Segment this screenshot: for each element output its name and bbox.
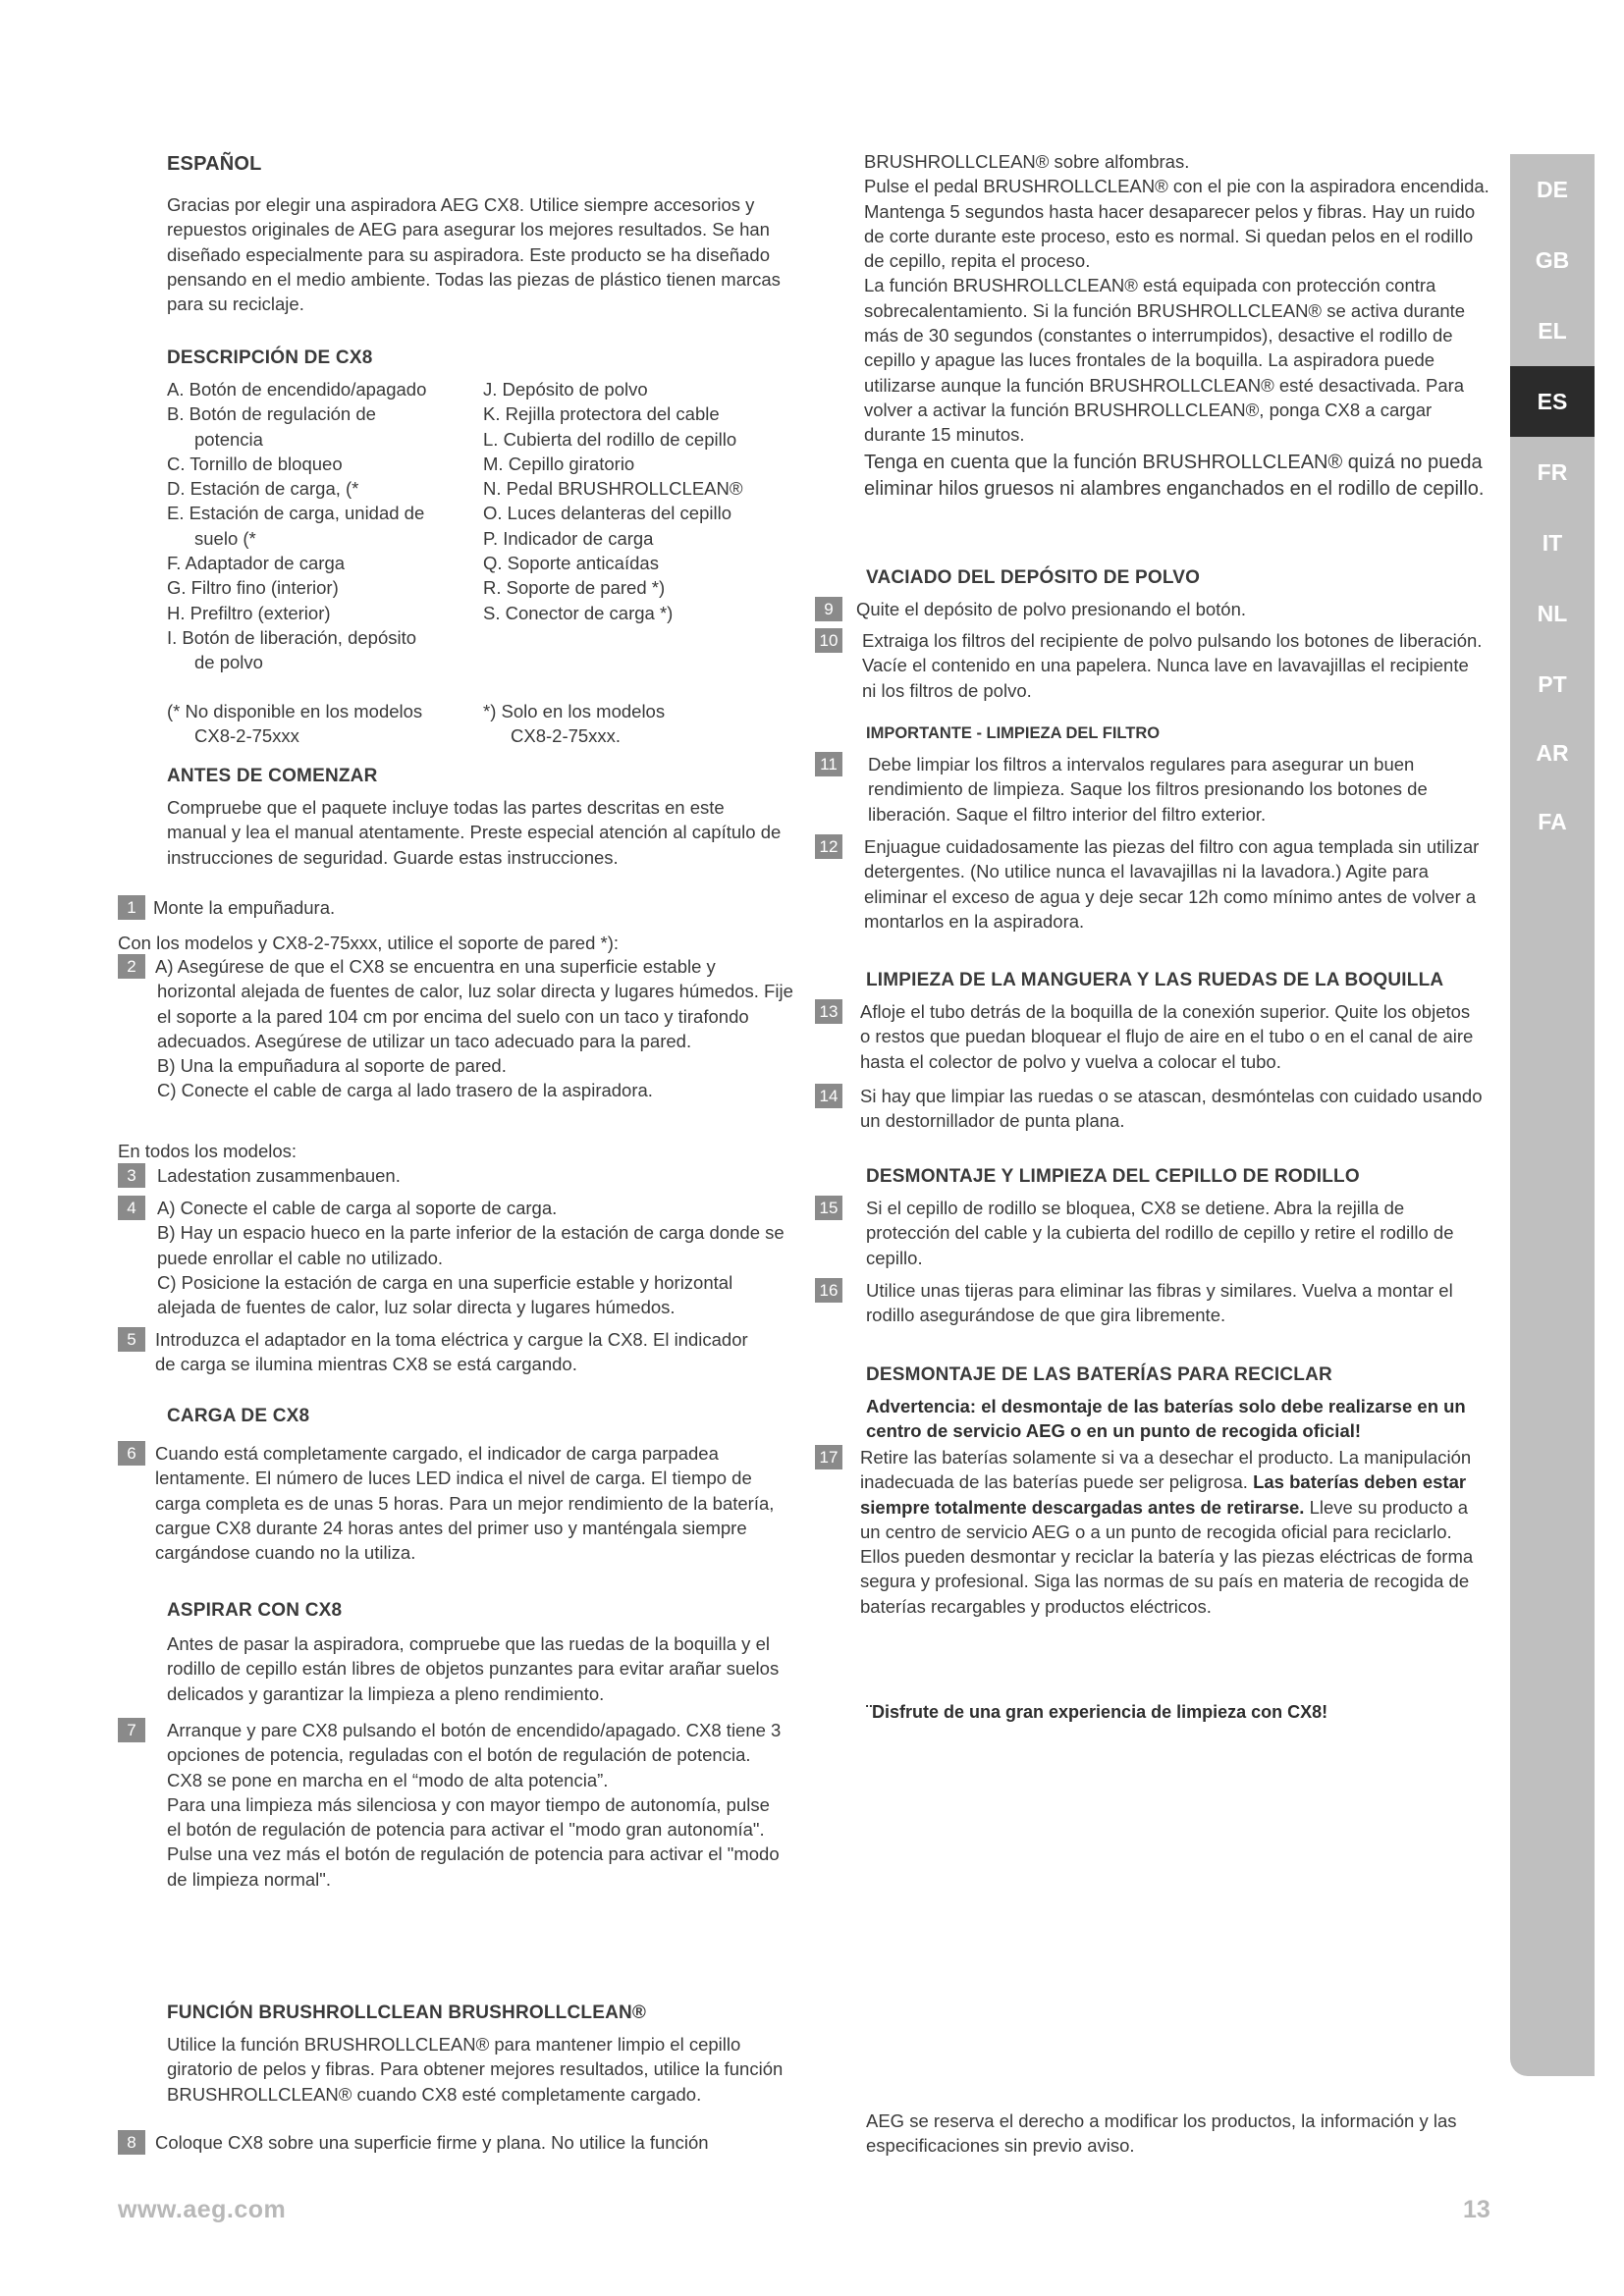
- part-b: B. Botón de regulación de: [167, 403, 376, 425]
- battery-warning: Advertencia: el desmontaje de las baterías solo debe realizarse en un centro de servicio AEG o en un punto de recogida oficial!: [866, 1396, 1466, 1442]
- note-left: [167, 699, 471, 749]
- step-number: 13: [815, 999, 842, 1024]
- vac-paragraph: Antes de pasar la aspiradora, compruebe que las ruedas de la boquilla y el rodillo de cepillo están libres de objetos punzantes para evitar arañar suelos delicados y garantizar la limpieza a pleno rendimiento.: [167, 1633, 780, 1704]
- part-n: N. Pedal BRUSHROLLCLEAN®: [483, 478, 743, 500]
- step-1: [118, 895, 795, 920]
- battery-heading: DESMONTAJE DE LAS BATERÍAS PARA RECICLAR: [866, 1364, 1332, 1385]
- footer-url[interactable]: www.aeg.com: [118, 2196, 287, 2223]
- page-number: 13: [1463, 2196, 1490, 2223]
- step-number: 7: [118, 1718, 145, 1742]
- cont-paragraph-2: Pulse el pedal BRUSHROLLCLEAN® con el pie con la aspiradora encendida. Mantenga 5 segundos hasta hacer desaparecer pelos y fibras. Hay un ruido de corte durante este proceso, esto es normal. Si quedan pelos en el rodillo de cepillo, repita el proceso.: [864, 176, 1489, 272]
- step-13: [815, 999, 1483, 1074]
- desc-heading: DESCRIPCIÓN DE CX8: [167, 347, 373, 368]
- part-c: C. Tornillo de bloqueo: [167, 453, 343, 474]
- step-3: [118, 1163, 795, 1188]
- tab-it[interactable]: IT: [1542, 530, 1563, 556]
- step-text: Enjuague cuidadosamente las piezas del filtro con agua templada sin utilizar detergentes. (No utilice nunca el lavavajillas ni la lavadora.) Agite para eliminar el exceso de agua y deje secar 12h como mínimo antes de volver a montarlos en la aspiradora.: [864, 836, 1480, 932]
- step-4c: C) Posicione la estación de carga en una superficie estable y horizontal alejada de fuentes de calor, luz solar directa y lugares húmedos.: [157, 1271, 733, 1318]
- part-e-cont: suelo (*: [194, 527, 256, 549]
- parts-list-right: [483, 377, 787, 625]
- step-text: Utilice unas tijeras para eliminar las fibras y similares. Vuelva a montar el rodillo asegurándose de que gira libremente.: [866, 1280, 1453, 1326]
- step-17-text-a: Retire las baterías solamente si va a desechar el producto. La manipulación inadecuada de las baterías puede ser peligrosa.: [860, 1447, 1472, 1493]
- step-4b: B) Hay un espacio hueco en la parte inferior de la estación de carga donde se puede enrollar el cable no utilizado.: [157, 1222, 785, 1268]
- note-right: [483, 699, 787, 749]
- step-text: Afloje el tubo detrás de la boquilla de la conexión superior. Quite los objetos o restos que puedan bloquear el flujo de aire en el tubo o en el canal de aire hasta el colector de polvo y vuelva a colocar el tubo.: [860, 1001, 1474, 1072]
- step-17-text-c: Lleve su producto a un centro de servicio AEG o a un punto de recogida oficial para reciclarlo. Ellos pueden desmontar y reciclar la batería y las piezas eléctricas de forma segura y profesional. Siga las normas de su país en materia de recogida de baterías recargables y productos eléctricos.: [860, 1496, 1474, 1617]
- part-a: A. Botón de encendido/apagado: [167, 379, 427, 400]
- step-text: Monte la empuñadura.: [153, 897, 336, 918]
- part-j: J. Depósito de polvo: [483, 379, 648, 400]
- part-f: F. Adaptador de carga: [167, 553, 346, 574]
- brush-heading: FUNCIÓN BRUSHROLLCLEAN BRUSHROLLCLEAN®: [167, 2002, 647, 2023]
- step-4: [118, 1196, 795, 1319]
- step-7: [118, 1718, 785, 1892]
- part-g: G. Filtro fino (interior): [167, 577, 339, 599]
- hose-heading: LIMPIEZA DE LA MANGUERA Y LAS RUEDAS DE LA BOQUILLA: [866, 970, 1444, 990]
- part-l: L. Cubierta del rodillo de cepillo: [483, 428, 737, 450]
- brush-paragraph: Utilice la función BRUSHROLLCLEAN® para mantener limpio el cepillo giratorio de pelos y fibras. Para obtener mejores resultados, utilice la función BRUSHROLLCLEAN® cuando CX8 esté completamente cargado.: [167, 2034, 784, 2105]
- step-number: 16: [815, 1278, 842, 1303]
- part-b-cont: potencia: [194, 428, 263, 450]
- step-16: [815, 1278, 1483, 1328]
- step-number: 15: [815, 1196, 842, 1220]
- part-p: P. Indicador de carga: [483, 527, 654, 549]
- tab-nl[interactable]: NL: [1537, 601, 1568, 626]
- step-number: 8: [118, 2130, 145, 2155]
- step-text: Extraiga los filtros del recipiente de polvo pulsando los botones de liberación. Vacíe el contenido en una papelera. Nunca lave en lavavajillas el recipiente ni los filtros de polvo.: [862, 630, 1483, 701]
- step-number: 6: [118, 1441, 145, 1466]
- step-number: 1: [118, 895, 145, 920]
- note-right-line1: *) Solo en los modelos: [483, 701, 666, 721]
- part-e: E. Estación de carga, unidad de: [167, 503, 425, 524]
- step-number: 2: [118, 954, 145, 979]
- step-text: Si hay que limpiar las ruedas o se atascan, desmóntelas con cuidado usando un destornillador de punta plana.: [860, 1086, 1483, 1132]
- enjoy-line: ¨Disfrute de una gran experiencia de limpieza con CX8!: [866, 1702, 1328, 1722]
- step-text: Introduzca el adaptador en la toma eléctrica y cargue la CX8. El indicador de carga se ilumina mientras CX8 se está cargando.: [155, 1329, 748, 1375]
- step-number: 4: [118, 1196, 145, 1220]
- step-7c: Para una limpieza más silenciosa y con mayor tiempo de autonomía, pulse el botón de regulación de potencia para activar el "modo gran autonomía".: [167, 1793, 770, 1841]
- part-h: H. Prefiltro (exterior): [167, 602, 331, 623]
- step-8: [118, 2130, 795, 2155]
- step-2: [118, 954, 795, 1103]
- roller-heading: DESMONTAJE Y LIMPIEZA DEL CEPILLO DE RODILLO: [866, 1166, 1360, 1187]
- disclaimer: AEG se reserva el derecho a modificar los productos, la información y las especificaciones sin previo aviso.: [866, 2110, 1457, 2157]
- step-17: [815, 1445, 1492, 1619]
- step-7d: Pulse una vez más el botón de regulación de potencia para activar el "modo de limpieza normal".: [167, 1843, 780, 1890]
- step-11: [815, 752, 1483, 827]
- cont-paragraph-4: Tenga en cuenta que la función BRUSHROLLCLEAN® quizá no pueda eliminar hilos gruesos ni alambres enganchados en el rodillo de cepillo.: [864, 451, 1485, 500]
- step-number: 9: [815, 597, 842, 621]
- parts-list-left: [167, 377, 471, 675]
- tab-es[interactable]: ES: [1510, 366, 1595, 437]
- tab-pt[interactable]: PT: [1538, 671, 1567, 697]
- vac-heading: ASPIRAR CON CX8: [167, 1600, 343, 1621]
- step-number: 5: [118, 1327, 145, 1352]
- step-2b: B) Una la empuñadura al soporte de pared.: [157, 1055, 507, 1077]
- empty-heading: VACIADO DEL DEPÓSITO DE POLVO: [866, 567, 1201, 588]
- brushroll-continued: [864, 149, 1492, 503]
- note-right-line2: CX8-2-75xxx.: [511, 725, 622, 747]
- step-number: 12: [815, 834, 842, 859]
- note-left-line2: CX8-2-75xxx: [194, 725, 299, 747]
- cont-paragraph-3: La función BRUSHROLLCLEAN® está equipada con protección contra sobrecalentamiento. Si la función BRUSHROLLCLEAN® se activa durante más de 30 segundos (constantes o interrumpidos), desactive el rodillo de cepillo y apague las luces frontales de la boquilla. La aspiradora puede utilizarse aunque la función BRUSHROLLCLEAN® esté desactivada. Para volver a activar la función BRUSHROLLCLEAN®, ponga CX8 a cargar durante 15 minutos.: [864, 275, 1466, 446]
- part-i-cont: de polvo: [194, 652, 263, 673]
- step-2a: A) Asegúrese de que el CX8 se encuentra en una superficie estable y horizontal alejada de fuentes de calor, luz solar directa y lugares húmedos. Fije el soporte a la pared 104 cm por encima del suelo con un taco y tirafondo adecuados. Asegúrese de utilizar un taco adecuado para la pared.: [155, 956, 793, 1051]
- part-m: M. Cepillo giratorio: [483, 453, 635, 474]
- step-text: Quite el depósito de polvo presionando el botón.: [856, 599, 1247, 619]
- step-text: Coloque CX8 sobre una superficie firme y plana. No utilice la función: [155, 2132, 709, 2153]
- tab-gb[interactable]: GB: [1535, 247, 1570, 273]
- step-5: [118, 1327, 766, 1377]
- step-15: [815, 1196, 1483, 1270]
- part-q: Q. Soporte anticaídas: [483, 553, 659, 574]
- step-6: [118, 1441, 785, 1565]
- step-text: Debe limpiar los filtros a intervalos regulares para asegurar un buen rendimiento de limpieza. Saque los filtros presionando los botones de liberación. Saque el filtro interior del filtro exterior.: [868, 754, 1428, 825]
- before-paragraph: Compruebe que el paquete incluye todas las partes descritas en este manual y lea el manual atentamente. Preste especial atención al capítulo de instrucciones de seguridad. Guarde estas instrucciones.: [167, 797, 782, 868]
- step-10: [815, 628, 1483, 703]
- step-number: 17: [815, 1445, 842, 1469]
- tab-de[interactable]: DE: [1537, 177, 1568, 202]
- language-tabs: [1510, 154, 1595, 2076]
- before-heading: ANTES DE COMENZAR: [167, 766, 378, 786]
- part-d: D. Estación de carga, (*: [167, 478, 359, 500]
- step-number: 11: [815, 752, 842, 776]
- step-number: 14: [815, 1084, 842, 1108]
- note-left-line1: (* No disponible en los modelos: [167, 701, 423, 721]
- step-7a: Arranque y pare CX8 pulsando el botón de encendido/apagado. CX8 tiene 3 opciones de potencia, reguladas con el botón de regulación de potencia.: [167, 1720, 782, 1766]
- part-i: I. Botón de liberación, depósito: [167, 626, 417, 648]
- tab-fr[interactable]: FR: [1537, 459, 1568, 485]
- step-17-text-b: Las baterías deben estar siempre totalmente descargadas antes de retirarse.: [860, 1471, 1467, 1518]
- all-models-line: En todos los modelos:: [118, 1141, 298, 1161]
- step-4a: A) Conecte el cable de carga al soporte de carga.: [157, 1198, 558, 1218]
- step-text: Ladestation zusammenbauen.: [157, 1165, 401, 1186]
- intro-paragraph: Gracias por elegir una aspiradora AEG CX8. Utilice siempre accesorios y repuestos originales de AEG para asegurar los mejores resultados. Se han diseñado especialmente para su aspiradora. Este producto se ha diseñado pensando en el medio ambiente. Todas las piezas de plástico tienen marcas para su reciclaje.: [167, 194, 781, 315]
- important-heading: IMPORTANTE - LIMPIEZA DEL FILTRO: [866, 724, 1161, 742]
- tab-fa[interactable]: FA: [1538, 809, 1567, 834]
- step-7b: CX8 se pone en marcha en el “modo de alta potencia”.: [167, 1769, 609, 1790]
- part-r: R. Soporte de pared *): [483, 577, 666, 599]
- tab-el[interactable]: EL: [1538, 318, 1567, 344]
- tab-ar[interactable]: AR: [1536, 740, 1569, 766]
- step-12: [815, 834, 1483, 934]
- step-14: [815, 1084, 1483, 1134]
- models-line: Con los modelos y CX8-2-75xxx, utilice el soporte de pared *):: [118, 933, 620, 953]
- step-number: 10: [815, 628, 842, 653]
- charge-heading: CARGA DE CX8: [167, 1406, 310, 1426]
- step-2c: C) Conecte el cable de carga al lado trasero de la aspiradora.: [157, 1080, 653, 1101]
- part-k: K. Rejilla protectora del cable: [483, 403, 720, 425]
- step-text: Cuando está completamente cargado, el indicador de carga parpadea lentamente. El número de luces LED indica el nivel de carga. El tiempo de carga completa es de unas 5 horas. Para un mejor rendimiento de la batería, cargue CX8 durante 24 horas antes del primer uso y manténgala siempre cargándose cuando no la utiliza.: [155, 1443, 775, 1564]
- cont-line-1: BRUSHROLLCLEAN® sobre alfombras.: [864, 151, 1190, 172]
- part-s: S. Conector de carga *): [483, 602, 674, 623]
- step-number: 3: [118, 1163, 145, 1188]
- step-9: [815, 597, 1492, 621]
- part-o: O. Luces delanteras del cepillo: [483, 503, 731, 524]
- step-text: Si el cepillo de rodillo se bloquea, CX8 se detiene. Abra la rejilla de protección del cable y la cubierta del rodillo de cepillo y retire el rodillo de cepillo.: [866, 1198, 1454, 1268]
- section-title-espanol: ESPAÑOL: [167, 153, 262, 175]
